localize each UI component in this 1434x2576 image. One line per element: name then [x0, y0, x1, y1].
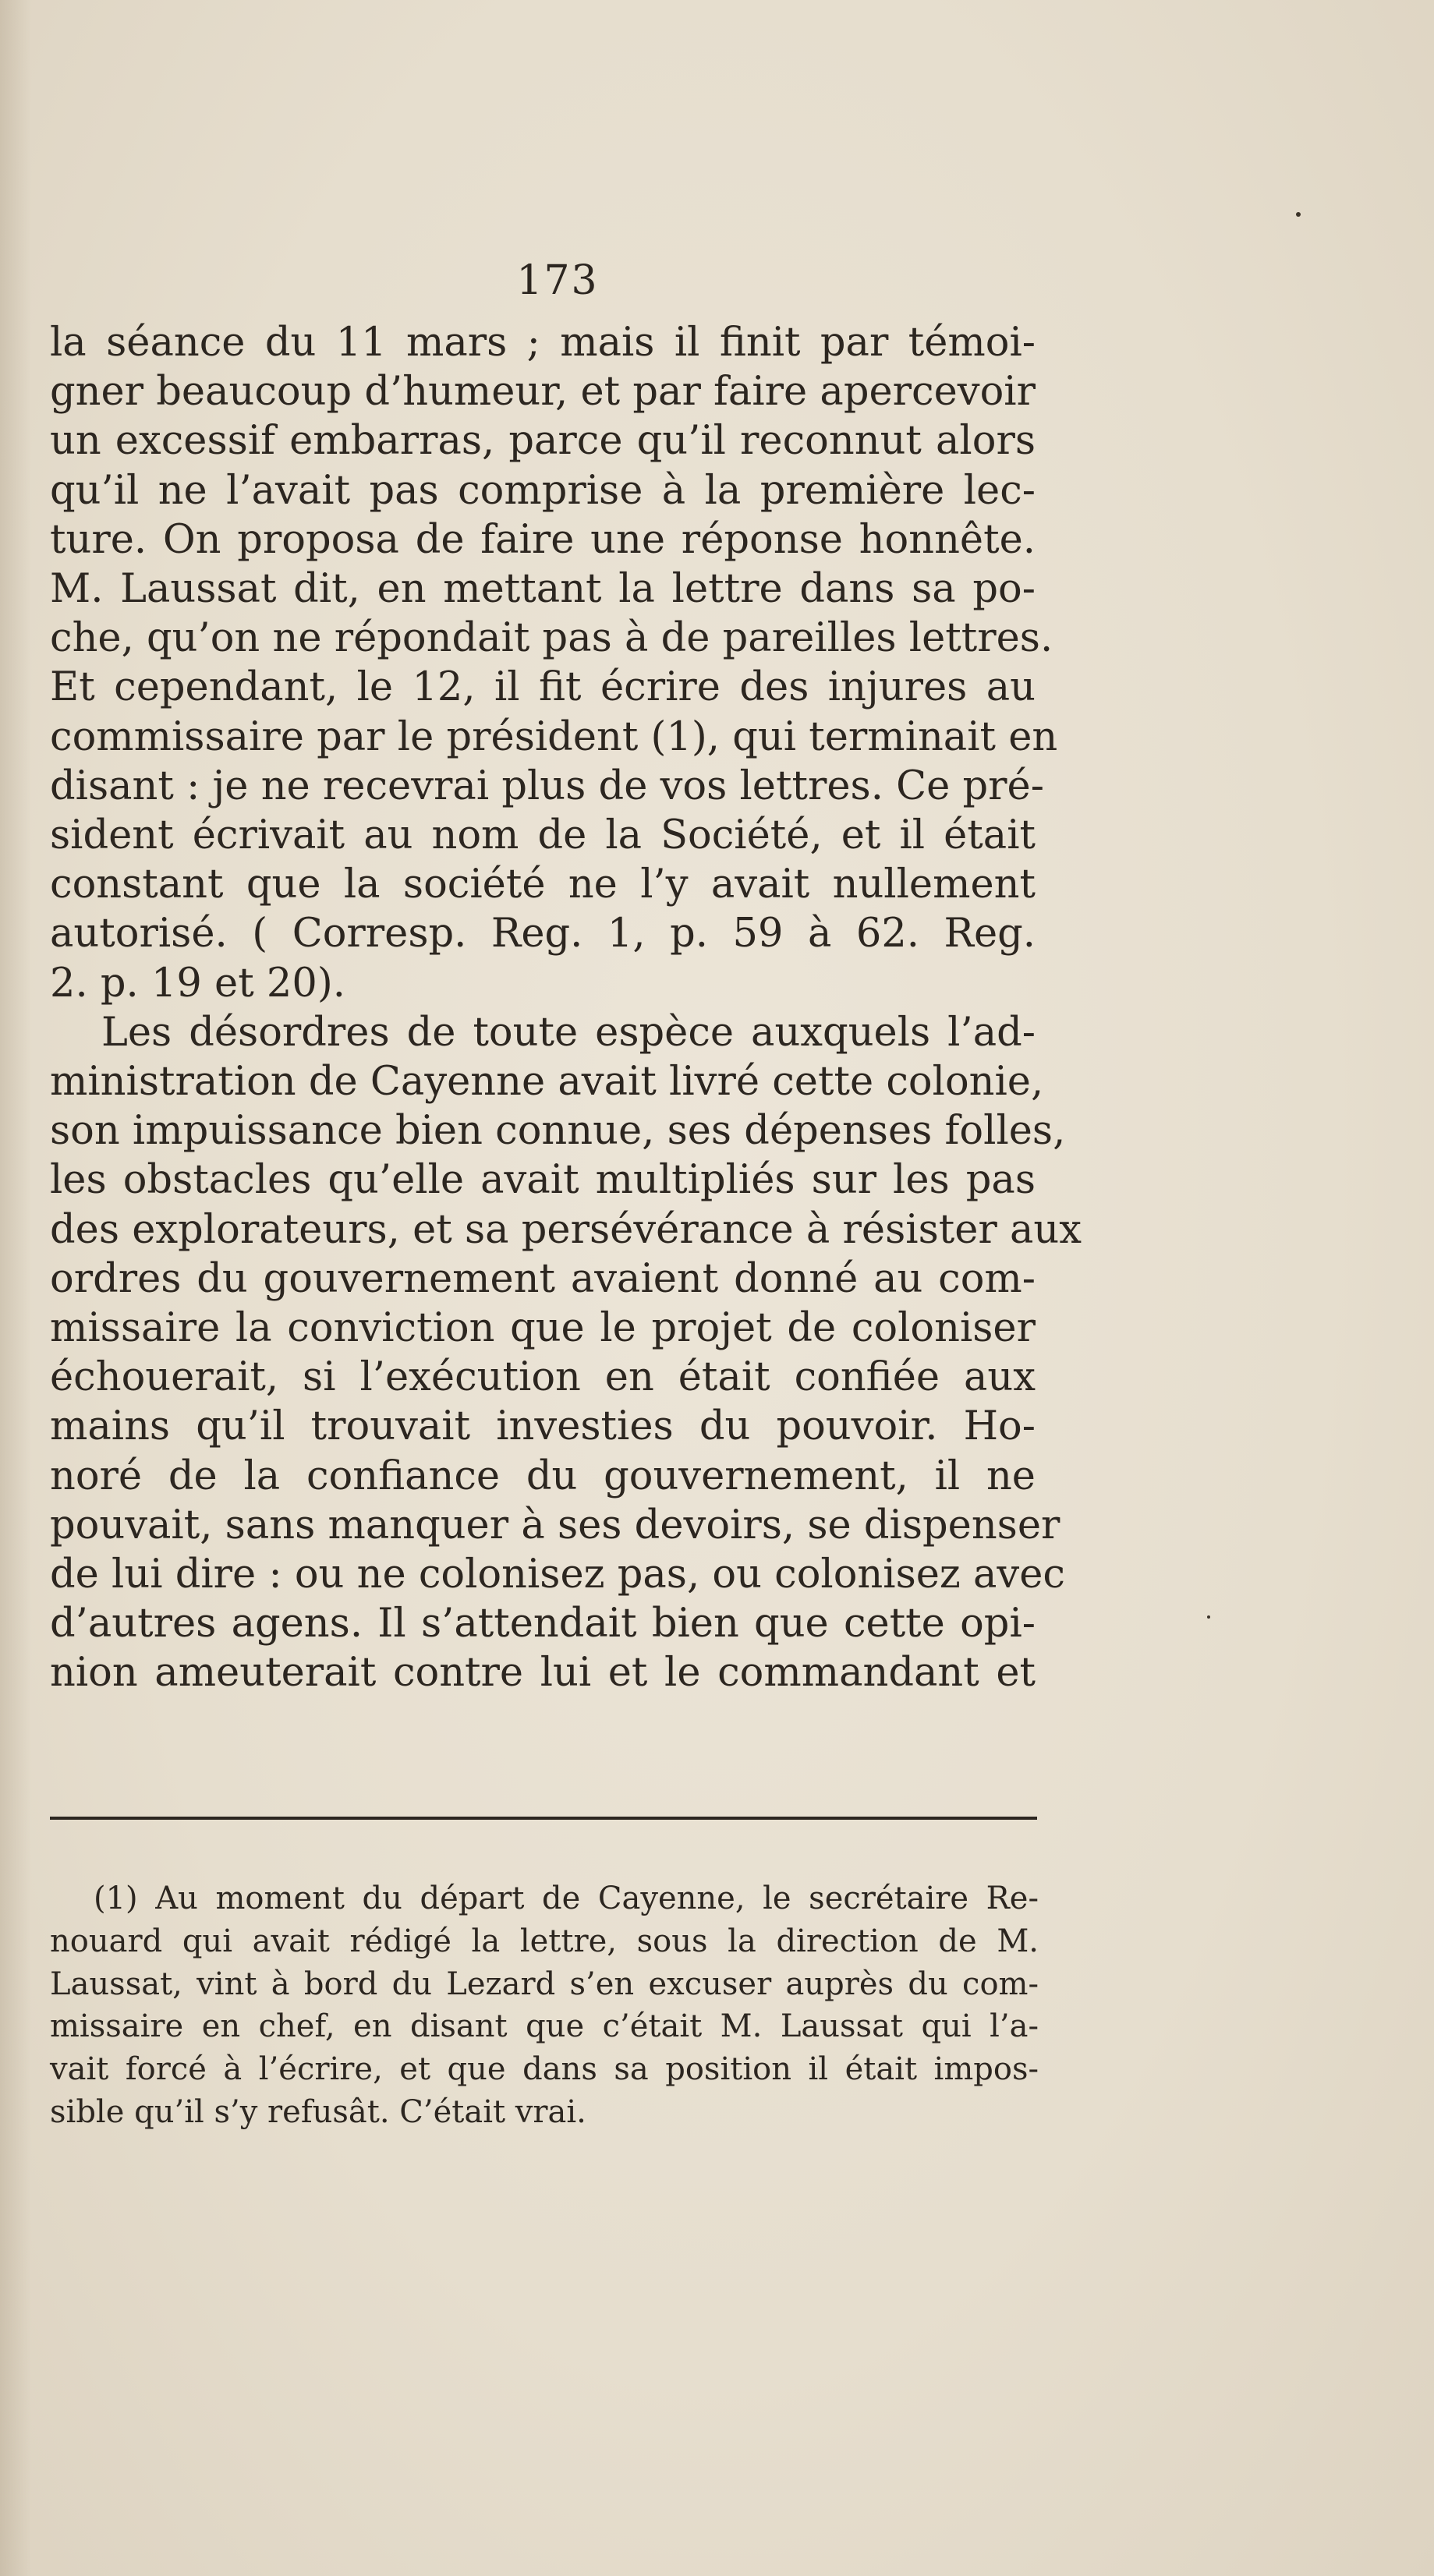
body-line: Et cependant, le 12, il fit écrire des injures au [50, 664, 1036, 711]
body-line: sident écrivait au nom de la Société, et il était [50, 812, 1036, 859]
footnote-line: Laussat, vint à bord du Lezard s’en excuser auprès du com- [50, 1966, 1039, 2002]
spine-shadow [0, 0, 31, 2576]
footnote-line: vait forcé à l’écrire, et que dans sa position il était impos- [50, 2051, 1039, 2088]
body-line: ordres du gouvernement avaient donné au com- [50, 1255, 1036, 1302]
body-line: nion ameuterait contre lui et le commandant et [50, 1650, 1036, 1697]
body-line: son impuissance bien connue, ses dépenses folles, [50, 1108, 1066, 1155]
footnote-line: sible qu’il s’y refusât. C’était vrai. [50, 2093, 586, 2130]
body-line: mains qu’il trouvait investies du pouvoir. Ho- [50, 1403, 1036, 1450]
body-line: qu’il ne l’avait pas comprise à la première lec- [50, 467, 1036, 514]
body-line: des explorateurs, et sa persévérance à résister aux [50, 1206, 1082, 1253]
body-line: les obstacles qu’elle avait multipliés sur les pas [50, 1157, 1036, 1204]
footnote-line: nouard qui avait rédigé la lettre, sous la direction de M. [50, 1923, 1039, 1959]
body-line: ture. On proposa de faire une réponse honnête. [50, 516, 1036, 563]
body-line: ministration de Cayenne avait livré cette colonie, [50, 1059, 1044, 1106]
body-line: missaire la conviction que le projet de coloniser [50, 1305, 1036, 1352]
body-line: d’autres agens. Il s’attendait bien que cette opi- [50, 1601, 1036, 1647]
footnote-line: missaire en chef, en disant que c’était M. Laussat qui l’a- [50, 2008, 1039, 2045]
body-line: gner beaucoup d’humeur, et par faire apercevoir [50, 369, 1036, 416]
body-line: noré de la confiance du gouvernement, il ne [50, 1453, 1036, 1499]
body-line: constant que la société ne l’y avait nullement [50, 862, 1036, 908]
paper-speck [1207, 1615, 1210, 1619]
body-line: échouerait, si l’exécution en était confiée aux [50, 1354, 1036, 1401]
footnote-line: (1) Au moment du départ de Cayenne, le secrétaire Re- [94, 1881, 1039, 1916]
page-number: 173 [516, 257, 599, 304]
body-line: la séance du 11 mars ; mais il finit par témoi- [50, 320, 1036, 366]
body-line: commissaire par le président (1), qui terminait en [50, 713, 1058, 760]
body-line: de lui dire : ou ne colonisez pas, ou colonisez avec [50, 1552, 1065, 1598]
body-line: che, qu’on ne répondait pas à de pareilles lettres. [50, 615, 1053, 662]
footnote [50, 1877, 1039, 2134]
body-line: 2. p. 19 et 20). [50, 960, 345, 1007]
body-line: autorisé. ( Corresp. Reg. 1, p. 59 à 62. Reg. [50, 911, 1036, 957]
footnote-separator-rule [50, 1817, 1037, 1820]
paper-speck [1296, 212, 1301, 217]
body-line: un excessif embarras, parce qu’il reconnut alors [50, 418, 1036, 465]
body-line: pouvait, sans manquer à ses devoirs, se dispenser [50, 1502, 1060, 1548]
body-line: Les désordres de toute espèce auxquels l’ad- [101, 1009, 1036, 1056]
body-line: M. Laussat dit, en mettant la lettre dans sa po- [50, 566, 1036, 613]
body-text [50, 318, 1082, 1698]
body-line: disant : je ne recevrai plus de vos lettres. Ce pré- [50, 763, 1044, 809]
